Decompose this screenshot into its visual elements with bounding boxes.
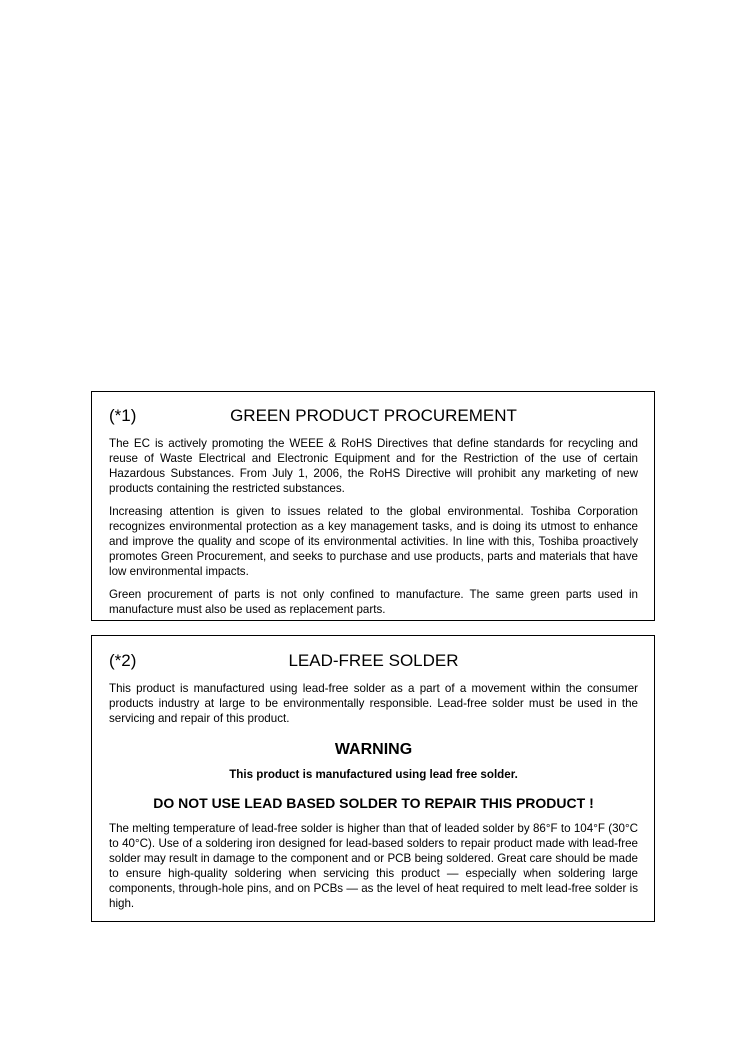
paragraph: The EC is actively promoting the WEEE & RoHS Directives that define standards for recycling and reuse of Waste Electrical and Electronic Equipment and for the Restriction of the use of certain Hazardous Substances. From July 1, 2006, the RoHS Directive will prohibit any marketing of new products containing the restricted substances.	[109, 437, 638, 495]
intro-paragraph: This product is manufactured using lead-free solder as a part of a movement within the consumer products industry at large to be environmentally responsible. Lead-free solder must be used in the servicing and repair of this product.	[109, 682, 638, 725]
warning-note: This product is manufactured using lead free solder.	[229, 768, 518, 781]
section-header	[109, 651, 638, 675]
lead-free-solder-box	[91, 635, 655, 922]
section-title: GREEN PRODUCT PROCUREMENT	[230, 406, 517, 425]
warning-directive: DO NOT USE LEAD BASED SOLDER TO REPAIR THIS PRODUCT !	[153, 795, 594, 811]
warning-title: WARNING	[334, 741, 413, 758]
closing-paragraph: The melting temperature of lead-free solder is higher than that of leaded solder by 86°F to 104°F (30°C to 40°C). Use of a soldering iron designed for lead-based solders to repair product made with lead-free solder may result in damage to the component and or PCB being soldered. Great care should be made to ensure high-quality soldering when servicing this product — especially when soldering large components, through-hole pins, and on PCBs — as the level of heat required to melt lead-free solder is high.	[109, 822, 638, 910]
section-number: (*1)	[109, 406, 137, 425]
green-procurement-box	[91, 391, 655, 621]
section-title: LEAD-FREE SOLDER	[288, 651, 459, 670]
section-number: (*2)	[109, 651, 137, 670]
paragraph: Green procurement of parts is not only confined to manufacture. The same green parts used in manufacture must also be used as replacement parts.	[109, 588, 638, 616]
paragraph: Increasing attention is given to issues related to the global environmental. Toshiba Corporation recognizes environmental protection as a key management tasks, and is doing its utmost to enhance and improve the quality and scope of its environmental activities. In line with this, Toshiba proactively promotes Green Procurement, and seeks to purchase and use products, parts and materials that have low environmental impacts.	[109, 505, 638, 578]
section-header	[109, 406, 638, 430]
